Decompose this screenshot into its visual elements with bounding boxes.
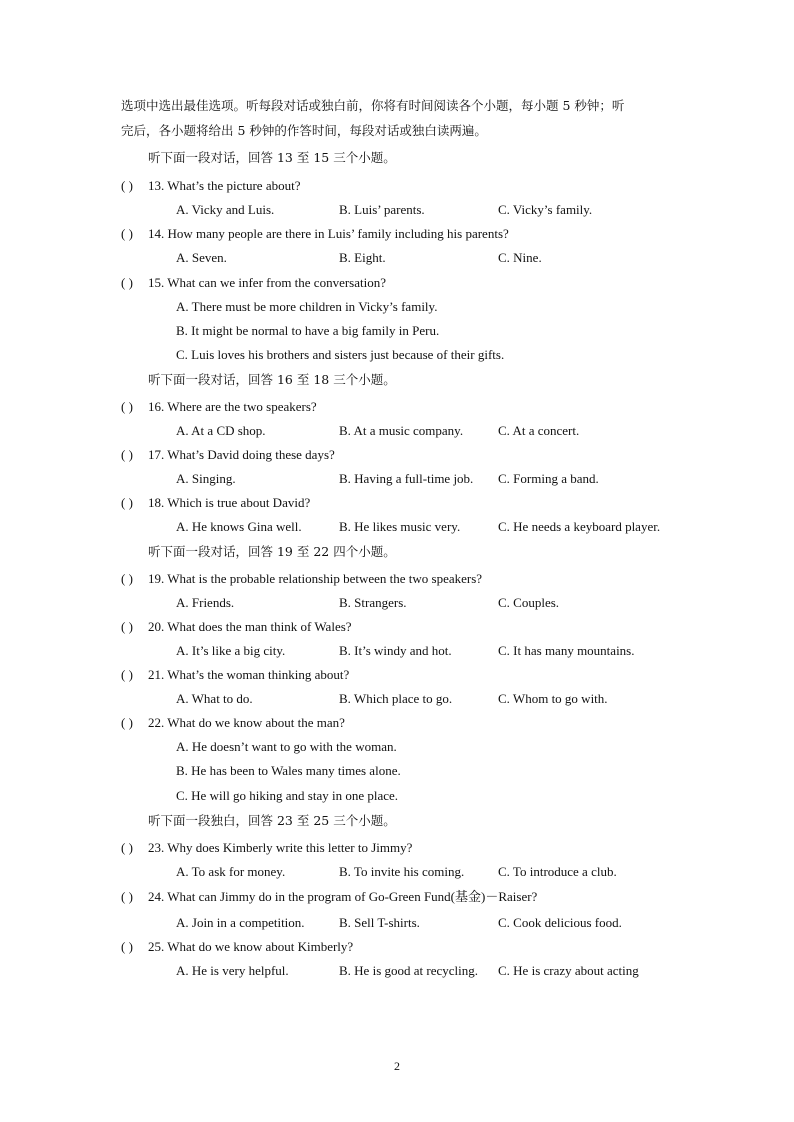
- option-c: C. Luis loves his brothers and sisters just because of their gifts.: [176, 347, 505, 362]
- option-a: A. There must be more children in Vicky’s family.: [176, 299, 438, 314]
- question-stem: 18. Which is true about David?: [148, 495, 311, 510]
- answer-blank[interactable]: ( ): [121, 275, 133, 290]
- option-c: C. Couples.: [498, 595, 560, 610]
- option-b: B. Having a full-time job.: [339, 471, 474, 486]
- answer-blank[interactable]: ( ): [121, 840, 133, 855]
- answer-blank[interactable]: ( ): [121, 715, 133, 730]
- page-number: 2: [394, 1059, 400, 1073]
- instruction-text: 选项中选出最佳选项。听每段对话或独白前，你将有时间阅读各个小题，每小题 5 秒钟；听: [121, 98, 625, 113]
- instruction-line: [0, 96, 794, 116]
- question-stem: 14. How many people are there in Luis’ family including his parents?: [148, 226, 509, 241]
- option-c: C. He is crazy about acting: [498, 963, 639, 978]
- question-row: [0, 176, 794, 196]
- option-b: B. He is good at recycling.: [339, 963, 478, 978]
- option-row: [0, 737, 794, 757]
- question-stem: 25. What do we know about Kimberly?: [148, 939, 354, 954]
- question-row: [0, 493, 794, 513]
- option-c: C. Nine.: [498, 250, 542, 265]
- option-row: [0, 641, 794, 661]
- option-a: A. He is very helpful.: [176, 963, 289, 978]
- option-c: C. Vicky’s family.: [498, 202, 593, 217]
- section-heading: [0, 148, 794, 168]
- option-b: B. He has been to Wales many times alone.: [176, 763, 401, 778]
- option-row: [0, 689, 794, 709]
- option-b: B. It’s windy and hot.: [339, 643, 452, 658]
- question-stem: 20. What does the man think of Wales?: [148, 619, 352, 634]
- option-b: B. Sell T-shirts.: [339, 915, 420, 930]
- option-a: A. At a CD shop.: [176, 423, 266, 438]
- instruction-text: 完后，各小题将给出 5 秒钟的作答时间，每段对话或独白读两遍。: [121, 123, 487, 138]
- section-heading: [0, 811, 794, 831]
- option-a: A. Seven.: [176, 250, 227, 265]
- question-row: [0, 273, 794, 293]
- question-row: [0, 713, 794, 733]
- option-row: [0, 593, 794, 613]
- option-b: B. Eight.: [339, 250, 386, 265]
- answer-blank[interactable]: ( ): [121, 178, 133, 193]
- question-row: [0, 445, 794, 465]
- answer-blank[interactable]: ( ): [121, 619, 133, 634]
- option-a: A. He knows Gina well.: [176, 519, 302, 534]
- option-row: [0, 517, 794, 537]
- section-heading: [0, 370, 794, 390]
- option-row: [0, 248, 794, 268]
- question-stem: 22. What do we know about the man?: [148, 715, 345, 730]
- option-row: [0, 469, 794, 489]
- answer-blank[interactable]: ( ): [121, 889, 133, 904]
- question-row: [0, 838, 794, 858]
- option-a: A. He doesn’t want to go with the woman.: [176, 739, 397, 754]
- option-b: B. It might be normal to have a big family in Peru.: [176, 323, 440, 338]
- question-stem: 15. What can we infer from the conversation?: [148, 275, 386, 290]
- question-row: [0, 937, 794, 957]
- option-a: A. Friends.: [176, 595, 235, 610]
- question-row: [0, 665, 794, 685]
- answer-blank[interactable]: ( ): [121, 939, 133, 954]
- option-a: A. It’s like a big city.: [176, 643, 286, 658]
- question-stem: 19. What is the probable relationship between the two speakers?: [148, 571, 483, 586]
- section-heading-text: 听下面一段对话，回答 16 至 18 三个小题。: [148, 372, 396, 387]
- option-a: A. Vicky and Luis.: [176, 202, 275, 217]
- option-row: [0, 200, 794, 220]
- option-row: [0, 786, 794, 806]
- option-c: C. Cook delicious food.: [498, 915, 622, 930]
- option-a: A. Singing.: [176, 471, 236, 486]
- instruction-line: [0, 121, 794, 141]
- option-b: B. He likes music very.: [339, 519, 461, 534]
- section-heading-text: 听下面一段对话，回答 13 至 15 三个小题。: [148, 150, 396, 165]
- answer-blank[interactable]: ( ): [121, 495, 133, 510]
- option-a: A. What to do.: [176, 691, 253, 706]
- option-a: A. Join in a competition.: [176, 915, 305, 930]
- section-heading-text: 听下面一段独白，回答 23 至 25 三个小题。: [148, 813, 396, 828]
- option-row: [0, 761, 794, 781]
- question-row: [0, 569, 794, 589]
- question-stem: 16. Where are the two speakers?: [148, 399, 317, 414]
- question-stem: 23. Why does Kimberly write this letter to Jimmy?: [148, 840, 413, 855]
- option-row: [0, 297, 794, 317]
- section-heading-text: 听下面一段对话，回答 19 至 22 四个小题。: [148, 544, 396, 559]
- answer-blank[interactable]: ( ): [121, 447, 133, 462]
- option-row: [0, 862, 794, 882]
- question-stem: 13. What’s the picture about?: [148, 178, 301, 193]
- question-stem: 17. What’s David doing these days?: [148, 447, 335, 462]
- option-a: A. To ask for money.: [176, 864, 286, 879]
- option-row: [0, 421, 794, 441]
- option-row: [0, 345, 794, 365]
- question-stem: 24. What can Jimmy do in the program of Go-Green Fund(基金)－Raiser?: [148, 889, 538, 904]
- option-b: B. Which place to go.: [339, 691, 453, 706]
- option-row: [0, 961, 794, 981]
- option-c: C. Whom to go with.: [498, 691, 608, 706]
- option-row: [0, 321, 794, 341]
- question-row: [0, 397, 794, 417]
- option-c: C. At a concert.: [498, 423, 580, 438]
- option-c: C. He needs a keyboard player.: [498, 519, 661, 534]
- option-c: C. To introduce a club.: [498, 864, 617, 879]
- option-c: C. He will go hiking and stay in one place.: [176, 788, 399, 803]
- answer-blank[interactable]: ( ): [121, 667, 133, 682]
- section-heading: [0, 542, 794, 562]
- option-c: C. Forming a band.: [498, 471, 599, 486]
- question-stem: 21. What’s the woman thinking about?: [148, 667, 350, 682]
- option-b: B. Strangers.: [339, 595, 407, 610]
- option-b: B. To invite his coming.: [339, 864, 465, 879]
- question-row: [0, 617, 794, 637]
- question-row: [0, 887, 794, 907]
- answer-blank[interactable]: ( ): [121, 226, 133, 241]
- option-b: B. Luis’ parents.: [339, 202, 425, 217]
- option-c: C. It has many mountains.: [498, 643, 635, 658]
- answer-blank[interactable]: ( ): [121, 571, 133, 586]
- option-b: B. At a music company.: [339, 423, 464, 438]
- answer-blank[interactable]: ( ): [121, 399, 133, 414]
- option-row: [0, 913, 794, 933]
- question-row: [0, 224, 794, 244]
